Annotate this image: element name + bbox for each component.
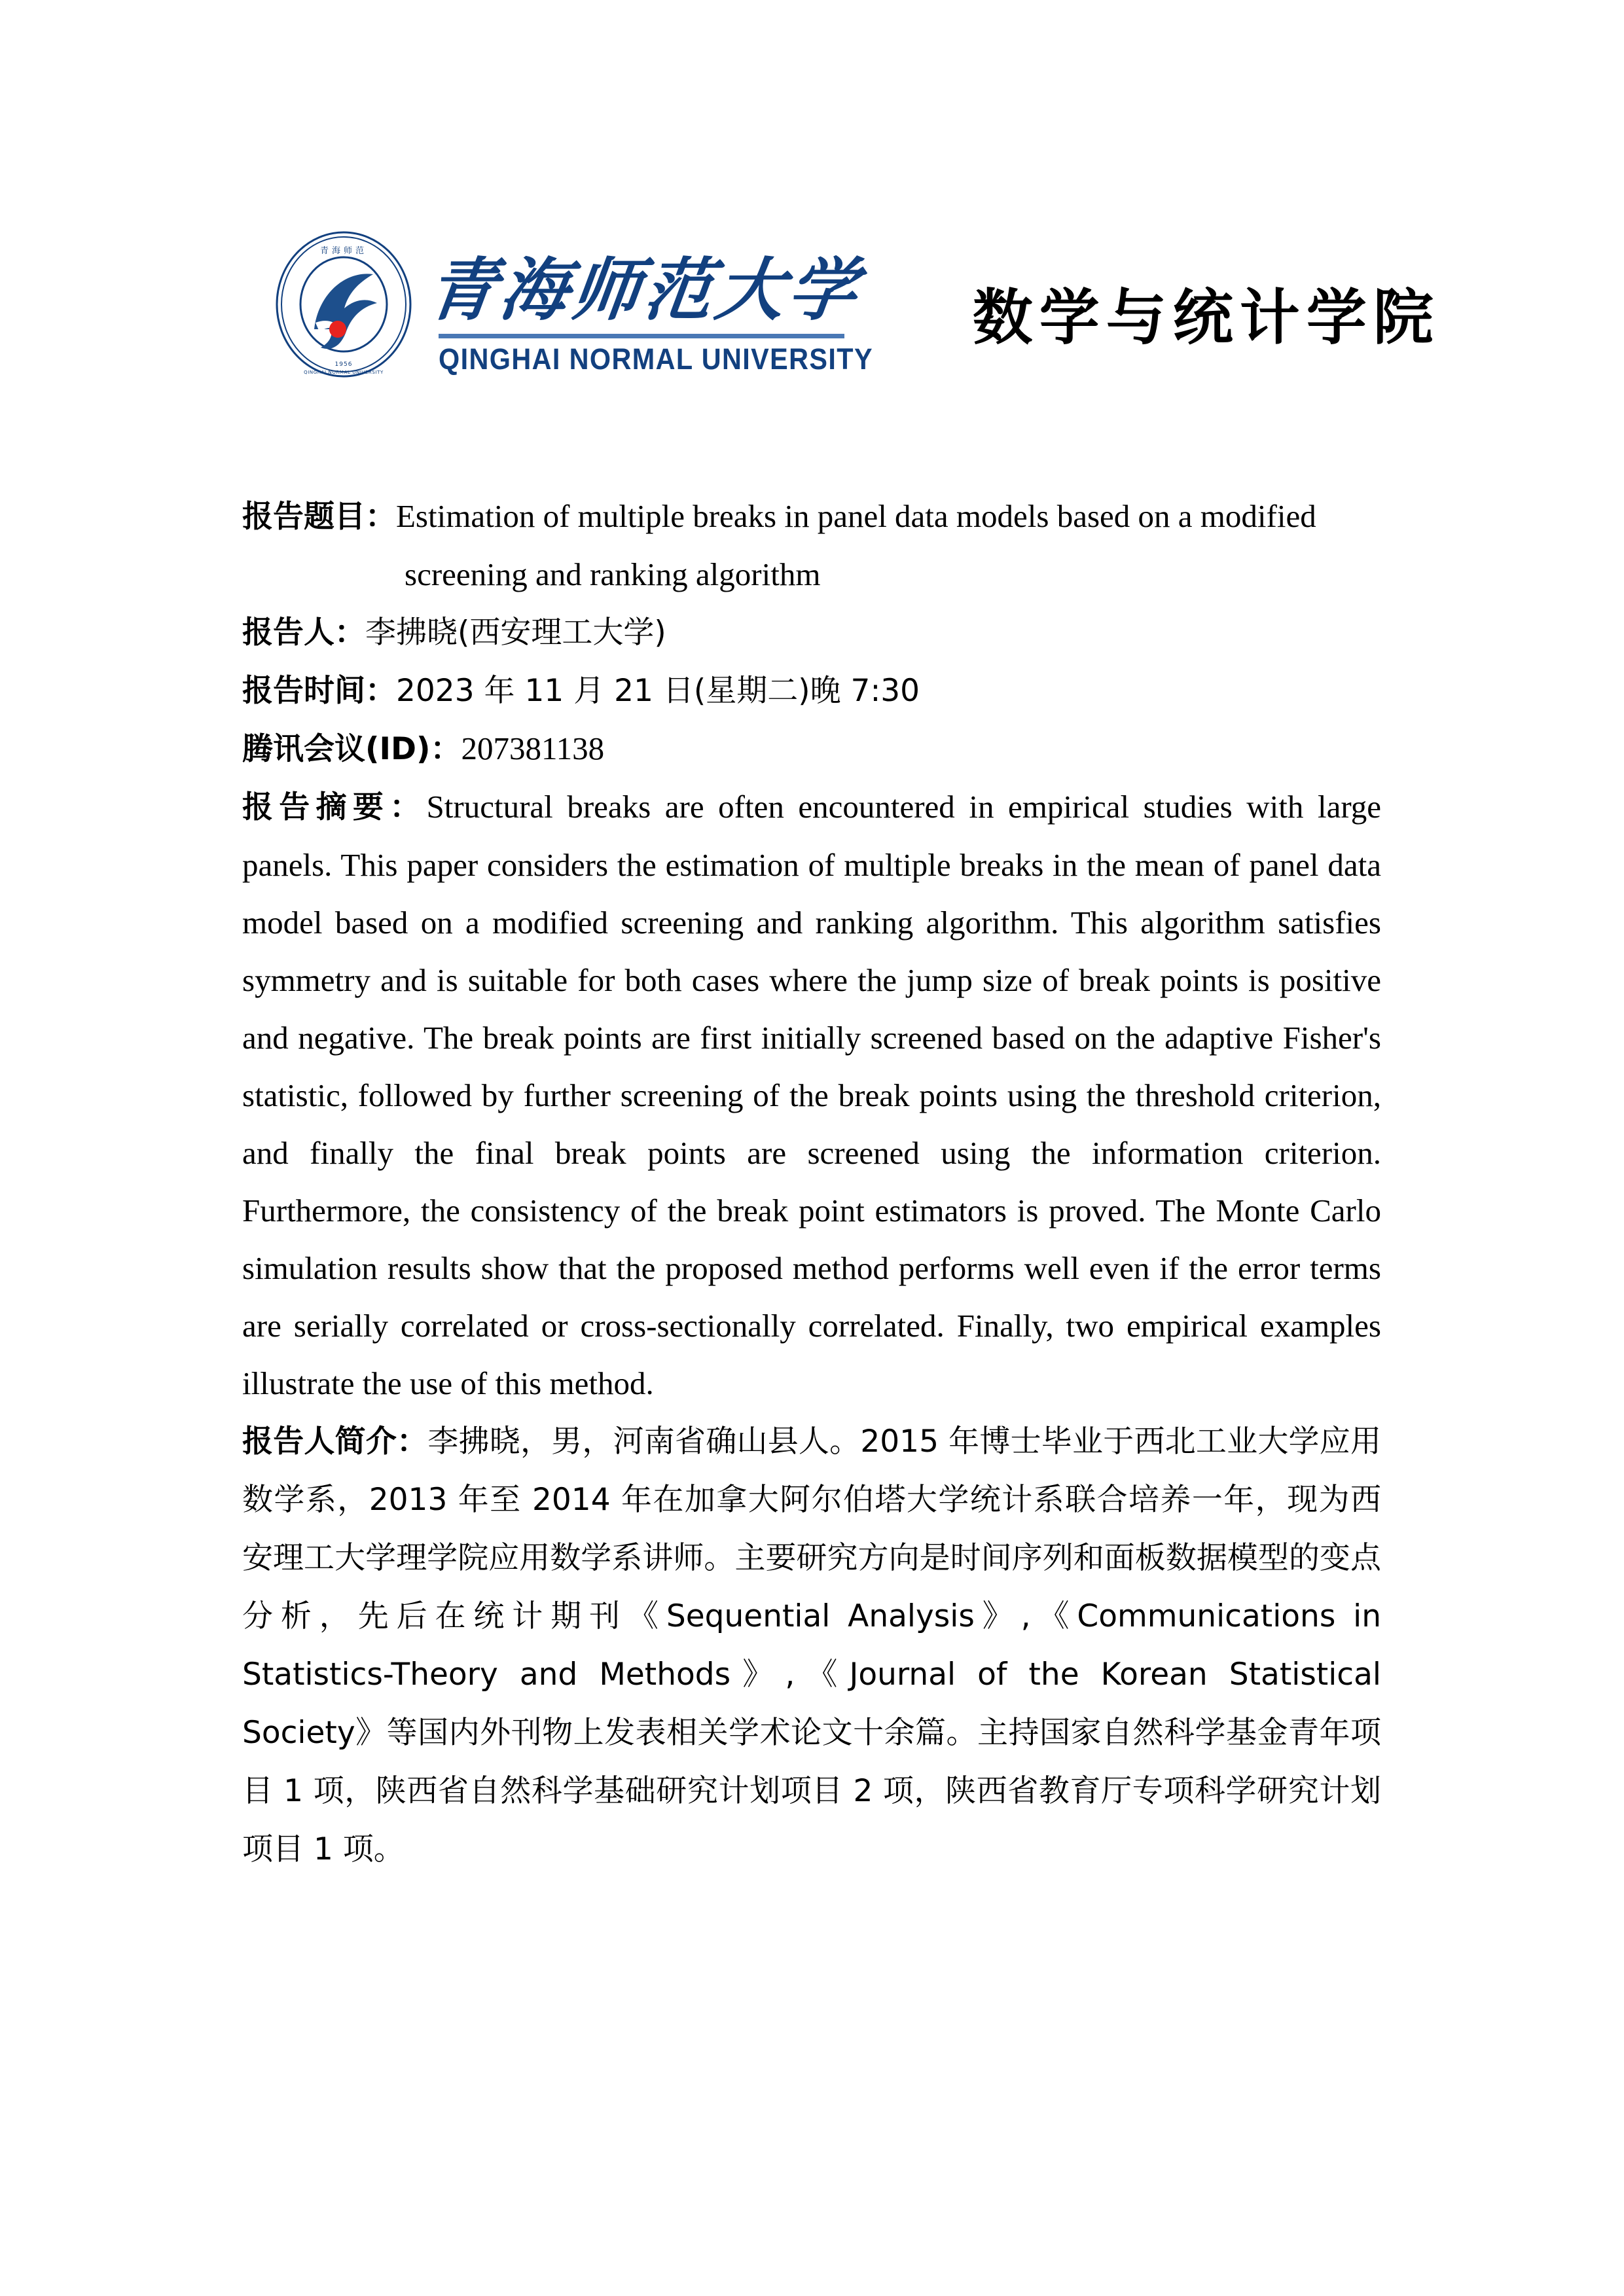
- abstract-label: 报告摘要：: [242, 789, 427, 825]
- college-name: 数学与统计学院: [972, 283, 1440, 353]
- meeting-row: [242, 720, 1381, 778]
- svg-text:1956: 1956: [334, 361, 353, 368]
- abstract-text: Structural breaks are often encountered in empirical studies with large panels. This paper considers the estimation of multiple breaks in the mean of panel data model based on a modified screening and ranking algorithm. This algorithm satisfies symmetry and is suitable for both cases where the jump size of break points is positive and negative. The break points are first initially screened based on the adaptive Fisher's statistic, followed by further screening of the break points using the threshold criterion, and finally the final break points are screened using the information criterion. Furthermore, the consistency of the break point estimators is proved. The Monte Carlo simulation results show that the proposed method performs well even if the error terms are serially correlated or cross-sectionally correlated. Finally, two empirical examples illustrate the use of this method.: [242, 789, 1381, 1401]
- talk-title-text-2: screening and ranking algorithm: [405, 556, 821, 592]
- svg-text:青海师范: 青海师范: [319, 245, 368, 256]
- time-value: 2023 年 11 月 21 日(星期二)晚 7:30: [396, 673, 920, 709]
- talk-title-block: [242, 488, 1381, 603]
- university-name-cn: 青海师范大学: [423, 253, 865, 329]
- abstract-paragraph: [242, 778, 1381, 1412]
- talk-title-first-line: [242, 488, 1381, 546]
- speaker-label: 报告人：: [242, 615, 365, 651]
- talk-title-second-line: [242, 546, 1381, 603]
- university-name-en: QINGHAI NORMAL UNIVERSITY: [439, 342, 873, 376]
- bio-label: 报告人简介：: [242, 1424, 428, 1460]
- university-seal-icon: [275, 231, 412, 378]
- time-label: 报告时间：: [242, 673, 396, 709]
- wordmark-divider: [439, 334, 844, 338]
- meeting-label: 腾讯会议(ID)：: [242, 731, 461, 767]
- talk-title-label: 报告题目：: [242, 499, 396, 535]
- speaker-value: 李拂晓(西安理工大学): [365, 615, 666, 651]
- university-wordmark: [423, 229, 911, 380]
- talk-title-text-1: Estimation of multiple breaks in panel data models based on a modified: [396, 498, 1316, 534]
- letterhead: [275, 226, 1440, 383]
- meeting-id-value: 207381138: [461, 730, 605, 766]
- bio-text: 李拂晓，男，河南省确山县人。2015 年博士毕业于西北工业大学应用数学系，2013 年至 2014 年在加拿大阿尔伯塔大学统计系联合培养一年，现为西安理工大学理学院应用数学系讲师。主要研究方向是时间序列和面板数据模型的变点分析，先后在统计期刊《Sequential Analysis》,《Communications in Statistics-Theory and Methods》,《Journal of the Korean Statistical Society》等国内外刊物上发表相关学术论文十余篇。主持国家自然科学基金青年项目 1 项，陕西省自然科学基础研究计划项目 2 项，陕西省教育厅专项科学研究计划项目 1 项。: [242, 1424, 1381, 1867]
- bio-paragraph: [242, 1412, 1381, 1878]
- speaker-row: [242, 603, 1381, 662]
- time-row: [242, 662, 1381, 720]
- svg-text:QINGHAI NORMAL UNIVERSITY: QINGHAI NORMAL UNIVERSITY: [304, 369, 384, 375]
- announcement-body: [242, 488, 1381, 1878]
